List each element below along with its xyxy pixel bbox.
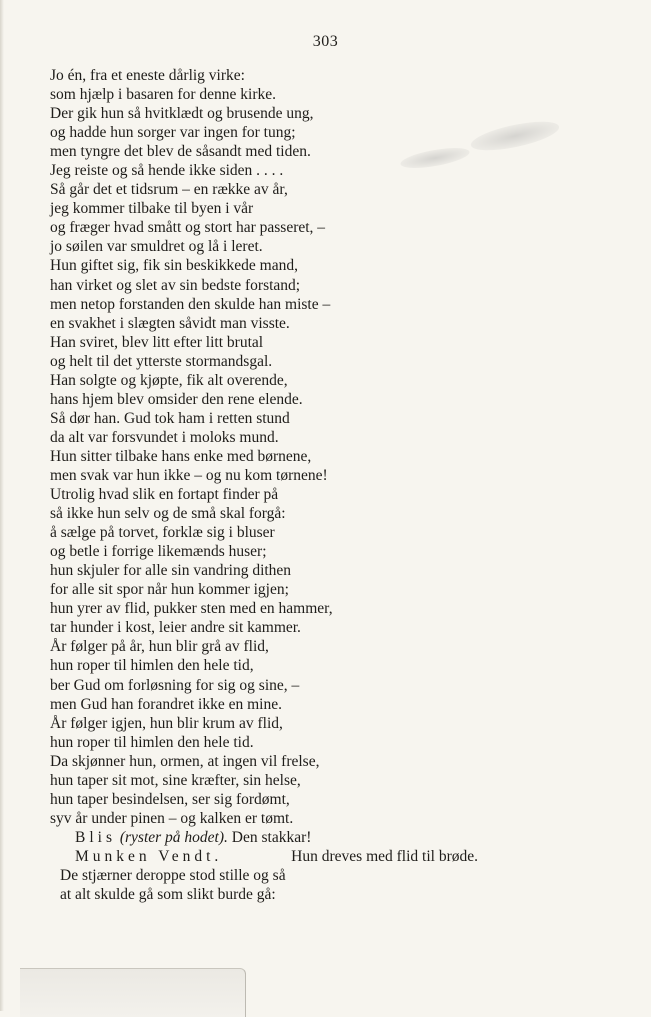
speaker-name: Blis	[75, 828, 116, 846]
poem-line: Jo én, fra et eneste dårlig virke:	[50, 67, 245, 84]
poem-line: da alt var forsvundet i moloks mund.	[50, 428, 279, 446]
poem-line: men svak var hun ikke – og nu kom tørnene!	[50, 466, 328, 484]
dialogue-line-munken	[50, 847, 610, 866]
poem-line: hun roper til himlen den hele tid.	[50, 733, 254, 751]
dialogue-line-blis	[50, 828, 610, 847]
poem-line: men tyngre det blev de såsandt med tiden.	[50, 143, 311, 161]
poem-line: De stjærner deroppe stod stille og så	[60, 866, 286, 884]
poem-line: Han solgte og kjøpte, fik alt overende,	[50, 371, 288, 389]
poem-line: År følger på år, hun blir grå av flid,	[50, 638, 269, 656]
poem-line: hun taper sit mot, sine kræfter, sin helse,	[50, 771, 301, 789]
poem-line: og hadde hun sorger var ingen for tung;	[50, 124, 296, 142]
page-number: 303	[312, 33, 339, 50]
poem-line: hun yrer av flid, pukker sten med en hammer,	[50, 600, 333, 618]
poem-line: syv år under pinen – og kalken er tømt.	[50, 809, 294, 827]
dialogue-text: Hun dreves med flid til brøde.	[291, 847, 478, 865]
poem-line: Så dør han. Gud tok ham i retten stund	[50, 409, 290, 427]
page-edge	[0, 0, 4, 1011]
poem-line: hun taper besindelsen, ser sig fordømt,	[50, 790, 290, 808]
poem-body	[50, 66, 610, 904]
poem-line: Hun sitter tilbake hans enke med børnene,	[50, 447, 312, 465]
poem-line: Jeg reiste og så hende ikke siden . . . .	[50, 162, 284, 180]
poem-line: hans hjem blev omsider den rene elende.	[50, 390, 303, 408]
poem-line: og betle i forrige likemænds huser;	[50, 543, 267, 561]
poem-line: men Gud han forandret ikke en mine.	[50, 695, 282, 713]
poem-line: Utrolig hvad slik en fortapt finder på	[50, 486, 279, 504]
poem-line: Der gik hun så hvitklædt og brusende ung,	[50, 105, 314, 123]
poem-line: men netop forstanden den skulde han miste –	[50, 295, 331, 313]
poem-line: Da skjønner hun, ormen, at ingen vil frelse,	[50, 752, 320, 770]
poem-line: ber Gud om forløsning for sig og sine, –	[50, 676, 300, 694]
poem-line: År følger igjen, hun blir krum av flid,	[50, 714, 283, 732]
poem-line: Han sviret, blev litt efter litt brutal	[50, 333, 264, 351]
poem-line: som hjælp i basaren for denne kirke.	[50, 86, 276, 104]
poem-line: å sælge på torvet, forklæ sig i bluser	[50, 524, 275, 542]
dialogue-text: Den stakkar!	[231, 828, 312, 846]
poem-line: at alt skulde gå som slikt burde gå:	[60, 886, 276, 904]
poem-line: og helt til det ytterste stormandsgal.	[50, 352, 273, 370]
poem-line: han virket og slet av sin bedste forstand;	[50, 276, 301, 294]
poem-line: og fræger hvad smått og stort har passeret, –	[50, 219, 326, 237]
speaker-name: Munken Vendt.	[75, 847, 223, 865]
poem-line: Hun giftet sig, fik sin beskikkede mand,	[50, 257, 298, 275]
poem-line: så ikke hun selv og de små skal forgå:	[50, 505, 286, 523]
poem-line: hun skjuler for alle sin vandring dithen	[50, 562, 292, 580]
poem-line: for alle sit spor når hun kommer igjen;	[50, 581, 289, 599]
poem-line: jeg kommer tilbake til byen i vår	[50, 200, 254, 218]
poem-line: jo søilen var smuldret og lå i leret.	[50, 238, 263, 256]
poem-line: en svakhet i slægten såvidt man visste.	[50, 314, 290, 332]
poem-line: tar hunder i kost, leier andre sit kammer.	[50, 619, 301, 637]
stage-direction: (ryster på hodet).	[119, 828, 228, 846]
bottom-page-tab	[20, 968, 246, 1017]
poem-line: hun roper til himlen den hele tid,	[50, 657, 254, 675]
poem-line: Så går det et tidsrum – en række av år,	[50, 181, 288, 199]
